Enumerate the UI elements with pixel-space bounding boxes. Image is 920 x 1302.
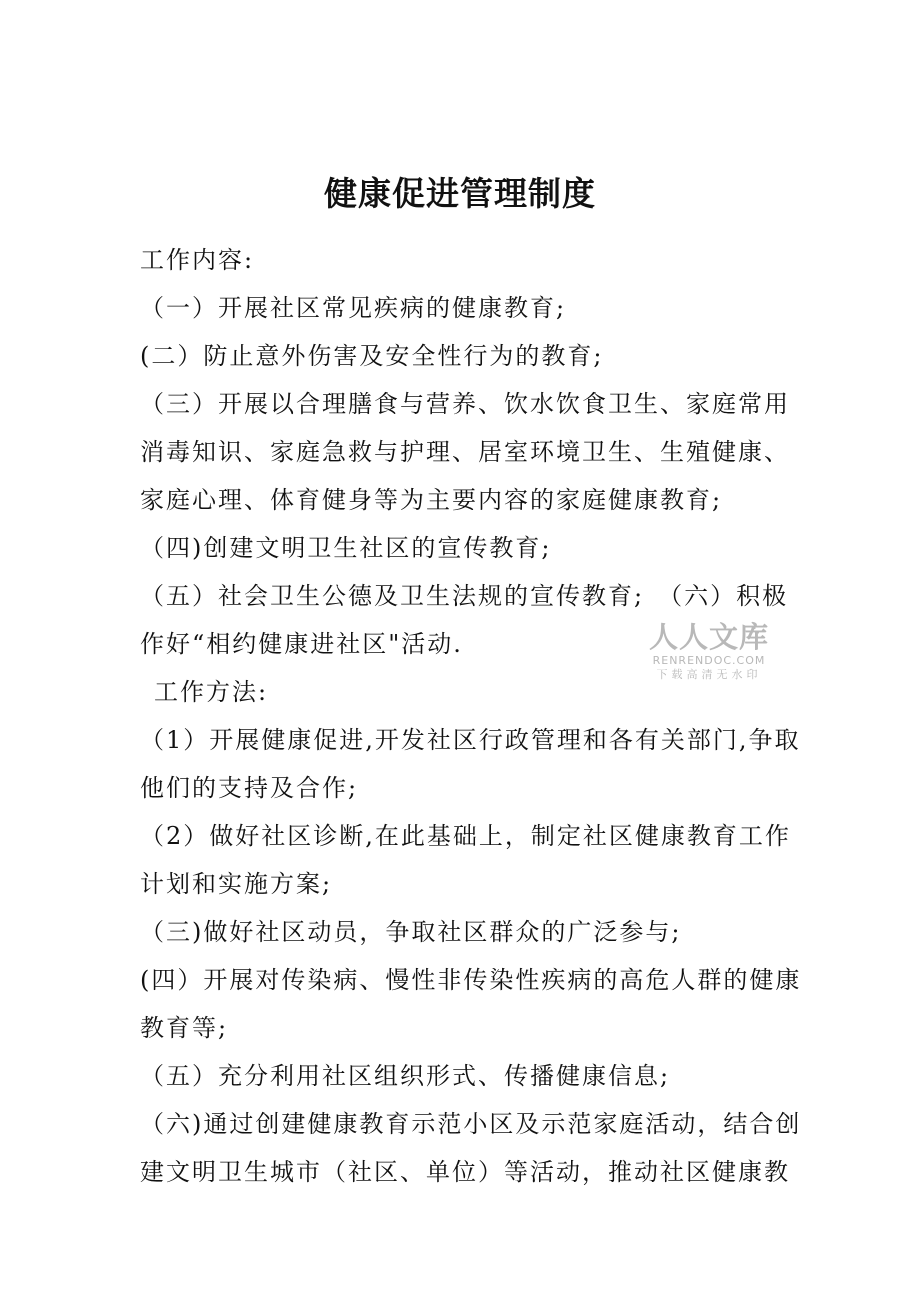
section-heading-work-content: 工作内容: [140,246,255,274]
watermark-site: RENRENDOC.COM [652,654,766,667]
paragraph-line: （一）开展社区常见疾病的健康教育; [140,294,567,322]
paragraph-line: 建文明卫生城市（社区、单位）等活动，推动社区健康教 [140,1158,790,1186]
paragraph-line: 家庭心理、体育健身等为主要内容的家庭健康教育; [140,486,723,514]
paragraph-line: （四)创建文明卫生社区的宣传教育; [140,534,552,562]
paragraph-line: （三)做好社区动员，争取社区群众的广泛参与; [140,918,682,946]
paragraph-line: （五）社会卫生公德及卫生法规的宣传教育; （六）积极 [140,582,789,610]
paragraph-line: （1）开展健康促进,开发社区行政管理和各有关部门,争取 [140,726,801,754]
watermark-tagline: 下载高清无水印 [656,668,762,681]
paragraph-line: 教育等; [140,1014,229,1042]
page-title: 健康促进管理制度 [324,174,596,213]
watermark-logo: 人人文库 [648,620,769,654]
paragraph-line: （六)通过创建健康教育示范小区及示范家庭活动，结合创 [140,1110,802,1138]
paragraph-line: （2）做好社区诊断,在此基础上，制定社区健康教育工作 [140,822,791,850]
document-body [140,236,802,1196]
paragraph-line: 计划和实施方案; [140,870,333,898]
paragraph-line: (二）防止意外伤害及安全性行为的教育; [140,342,604,370]
paragraph-line: 他们的支持及合作; [140,774,359,802]
section-heading-work-method: 工作方法: [154,678,269,706]
paragraph-line: 作好“相约健康进社区"活动. [140,630,463,658]
paragraph-line: （五）充分利用社区组织形式、传播健康信息; [140,1062,671,1090]
paragraph-line: 消毒知识、家庭急救与护理、居室环境卫生、生殖健康、 [140,438,790,466]
watermark [644,620,774,682]
paragraph-line: （三）开展以合理膳食与营养、饮水饮食卫生、家庭常用 [140,390,790,418]
paragraph-line: (四）开展对传染病、慢性非传染性疾病的高危人群的健康 [140,966,802,994]
